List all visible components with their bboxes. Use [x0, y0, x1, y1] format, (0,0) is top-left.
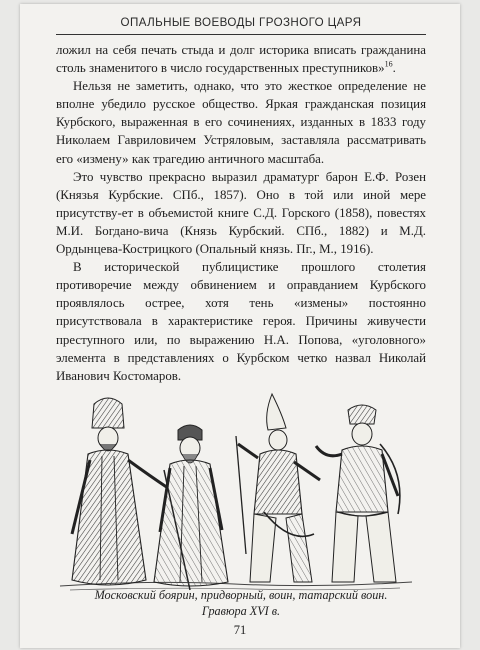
text-line: В исторической публицистике прошлого столетия противоречие — [56, 260, 426, 293]
page-number: 71 — [233, 623, 247, 637]
header-rule — [56, 34, 426, 35]
engraving-illustration — [50, 384, 418, 594]
text-line: столь знаменитого в число государственных преступников» — [56, 61, 385, 76]
figure-courtier — [154, 425, 228, 586]
paragraph-4 — [56, 258, 426, 385]
text-line: Н.А. Попова, «уголовного» элемента в представлениях о Курбском — [56, 332, 426, 365]
text-line: (Князья Курбские. СПб., 1857). Оно в той или иной мере присутству- — [56, 187, 426, 220]
paragraph-3 — [56, 168, 426, 258]
text-line: (Опальный князь. Пг., М., 1916). — [195, 242, 374, 257]
caption-line-2: Гравюра XVI в. — [201, 603, 281, 618]
text-line: Это чувство прекрасно выразил драматург барон Е.Ф. Розен — [73, 169, 426, 184]
figure-caption — [56, 588, 426, 619]
text-line: хотя тень «измены» постоянно присутствовала в характеристике — [56, 296, 426, 329]
text-line: Курбского, выраженная в его сочинениях, изданных в 1833 году — [56, 115, 426, 130]
text-line-tail: . — [392, 61, 396, 76]
text-line: героя. Причины живучести преступного или, по выражению — [56, 314, 426, 347]
text-line: четко назвал Николай Иванович Костомаров. — [56, 350, 426, 383]
text-line: вича (Князь Курбский. СПб., 1882) и М.Д. Ордынцева-Кострицкого — [56, 223, 426, 257]
figure-tatar-warrior — [316, 405, 400, 582]
book-page — [20, 4, 460, 648]
text-line: вполне убедило русское общество. Яркая гражданская позиция — [56, 97, 426, 112]
running-header: ОПАЛЬНЫЕ ВОЕВОДЫ ГРОЗНОГО ЦАРЯ — [120, 16, 362, 29]
text-line: его «измену» как трагедию античного масштаба. — [56, 151, 325, 166]
paragraph-2 — [56, 77, 426, 167]
text-line: Нельзя не заметить, однако, что это жесткое определение не — [73, 79, 426, 94]
text-line: ложил на себя печать стыда и долг историка вписать гражданина — [56, 43, 426, 57]
paragraph-1 — [56, 41, 426, 77]
text-line: между обвинением и оправданием Курбского проявлялось острее, — [56, 278, 427, 311]
text-line: Николаем Гавриловичем Устряловым, заставляла рассматривать — [56, 133, 426, 148]
caption-line-1: Московский боярин, придворный, воин, татарский воин. — [94, 588, 388, 602]
body-text — [56, 41, 426, 385]
figure-warrior — [236, 394, 320, 582]
footnote-mark: 16 — [384, 59, 393, 69]
text-line: ет в объемистой книге С.Д. Горского (1858), повестях М.И. Богдано- — [56, 205, 426, 238]
